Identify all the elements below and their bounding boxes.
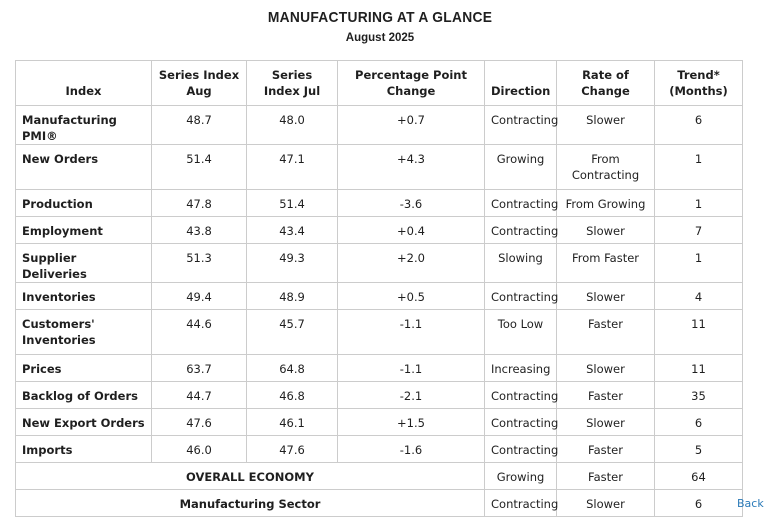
cell-rate: Faster [557,310,655,355]
cell-rate: From Faster [557,244,655,283]
table-row [16,217,743,244]
cell-change: +1.5 [338,409,485,436]
cell-direction: Growing [485,463,557,490]
cell-rate: Slower [557,217,655,244]
cell-change: +0.7 [338,106,485,145]
cell-trend: 5 [655,436,743,463]
cell-aug: 51.3 [152,244,247,283]
cell-trend: 1 [655,244,743,283]
table-header-row [16,61,743,106]
header-trend: Trend* (Months) [655,61,743,106]
cell-direction: Contracting [485,106,557,145]
summary-row [16,463,743,490]
cell-jul: 51.4 [247,190,338,217]
table-row [16,190,743,217]
cell-index: Production [16,190,152,217]
cell-rate: Slower [557,283,655,310]
cell-aug: 44.6 [152,310,247,355]
header-index: Index [16,61,152,106]
cell-index: Backlog of Orders [16,382,152,409]
table-row [16,355,743,382]
cell-direction: Too Low [485,310,557,355]
cell-rate: From Contracting [557,145,655,190]
cell-jul: 47.6 [247,436,338,463]
cell-aug: 63.7 [152,355,247,382]
cell-aug: 44.7 [152,382,247,409]
summary-row [16,490,743,517]
cell-jul: 46.8 [247,382,338,409]
cell-change: -2.1 [338,382,485,409]
cell-aug: 46.0 [152,436,247,463]
cell-change: +0.5 [338,283,485,310]
cell-rate: Slower [557,106,655,145]
cell-trend: 35 [655,382,743,409]
cell-jul: 47.1 [247,145,338,190]
table-row [16,409,743,436]
back-link[interactable]: Back [737,497,764,510]
cell-change: +2.0 [338,244,485,283]
header-change: Percentage Point Change [338,61,485,106]
cell-trend: 1 [655,145,743,190]
cell-jul: 48.9 [247,283,338,310]
cell-aug: 43.8 [152,217,247,244]
cell-index: Manufacturing PMI® [16,106,152,145]
table-row [16,310,743,355]
cell-jul: 48.0 [247,106,338,145]
header-rate: Rate of Change [557,61,655,106]
cell-jul: 45.7 [247,310,338,355]
summary-label: Manufacturing Sector [16,490,485,517]
table-row [16,283,743,310]
header-aug: Series Index Aug [152,61,247,106]
cell-aug: 49.4 [152,283,247,310]
cell-trend: 6 [655,106,743,145]
cell-index: Customers' Inventories [16,310,152,355]
cell-aug: 48.7 [152,106,247,145]
cell-trend: 6 [655,490,743,517]
cell-change: +4.3 [338,145,485,190]
cell-index: Employment [16,217,152,244]
cell-trend: 64 [655,463,743,490]
cell-change: -1.6 [338,436,485,463]
table-row [16,145,743,190]
cell-trend: 11 [655,310,743,355]
cell-trend: 7 [655,217,743,244]
cell-direction: Contracting [485,409,557,436]
table-row [16,436,743,463]
cell-index: New Export Orders [16,409,152,436]
cell-rate: Faster [557,382,655,409]
cell-rate: Slower [557,355,655,382]
cell-trend: 11 [655,355,743,382]
cell-jul: 64.8 [247,355,338,382]
cell-index: Imports [16,436,152,463]
cell-direction: Growing [485,145,557,190]
cell-aug: 47.6 [152,409,247,436]
cell-index: Inventories [16,283,152,310]
cell-direction: Contracting [485,382,557,409]
cell-change: -1.1 [338,310,485,355]
cell-change: -3.6 [338,190,485,217]
header-jul: Series Index Jul [247,61,338,106]
cell-jul: 49.3 [247,244,338,283]
header-direction: Direction [485,61,557,106]
cell-aug: 47.8 [152,190,247,217]
cell-trend: 1 [655,190,743,217]
cell-index: New Orders [16,145,152,190]
cell-aug: 51.4 [152,145,247,190]
table-row [16,244,743,283]
cell-rate: Faster [557,436,655,463]
cell-direction: Contracting [485,217,557,244]
cell-index: Prices [16,355,152,382]
cell-direction: Contracting [485,190,557,217]
page-title: MANUFACTURING AT A GLANCE [267,9,493,26]
cell-jul: 46.1 [247,409,338,436]
cell-direction: Contracting [485,283,557,310]
cell-trend: 4 [655,283,743,310]
cell-change: -1.1 [338,355,485,382]
cell-rate: Faster [557,463,655,490]
table-row [16,106,743,145]
page-subtitle: August 2025 [345,32,415,44]
cell-rate: Slower [557,409,655,436]
cell-direction: Slowing [485,244,557,283]
cell-change: +0.4 [338,217,485,244]
cell-jul: 43.4 [247,217,338,244]
cell-rate: From Growing [557,190,655,217]
cell-index: Supplier Deliveries [16,244,152,283]
cell-trend: 6 [655,409,743,436]
summary-label: OVERALL ECONOMY [16,463,485,490]
cell-rate: Slower [557,490,655,517]
cell-direction: Contracting [485,490,557,517]
table-row [16,382,743,409]
cell-direction: Increasing [485,355,557,382]
cell-direction: Contracting [485,436,557,463]
manufacturing-table [15,60,743,517]
